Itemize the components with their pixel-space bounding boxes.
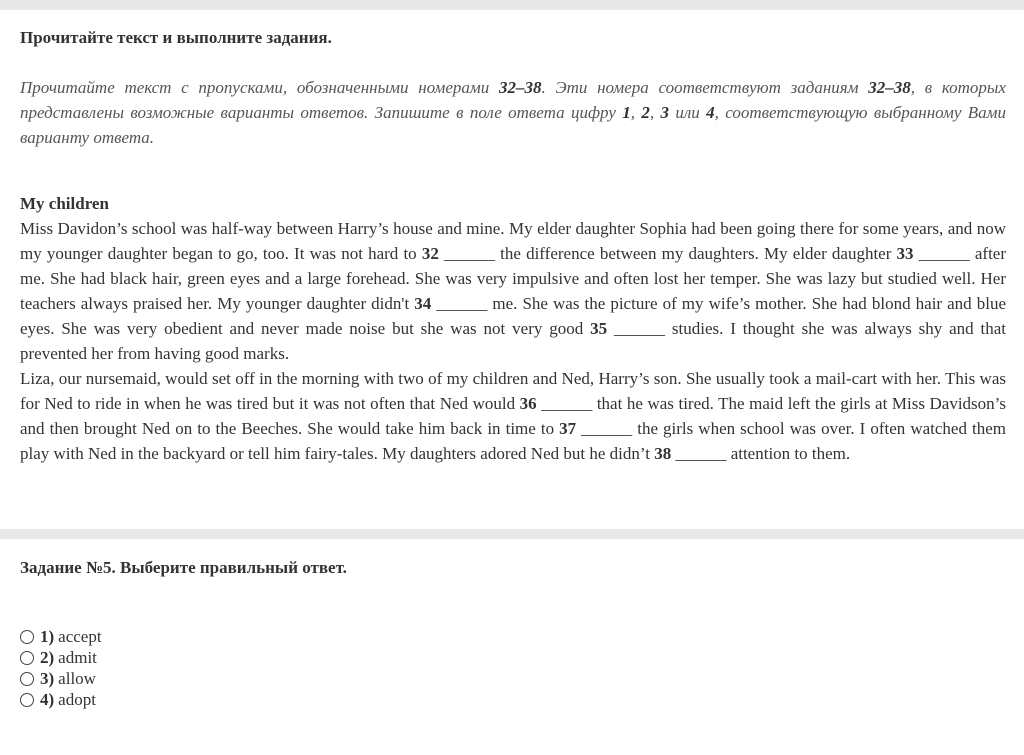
gap-blank: ______: [675, 444, 727, 463]
answer-option-4[interactable]: [20, 689, 102, 710]
option-label: allow: [58, 668, 96, 688]
gap-number-38: 38: [654, 444, 672, 463]
gap-number-32: 32: [421, 244, 439, 263]
reading-task: [20, 28, 1006, 466]
gap-number-37: 37: [559, 419, 577, 438]
option-number: 1): [40, 626, 55, 646]
option-number: 4): [40, 689, 55, 709]
top-divider: [0, 0, 1024, 10]
option-number: 2): [40, 647, 55, 667]
gap-number-34: 34: [414, 294, 432, 313]
answer-digit: 1: [622, 103, 631, 122]
gap-blank: ______: [581, 419, 633, 438]
gap-blank: ______: [918, 244, 970, 263]
section-divider: [0, 529, 1024, 539]
range-number: 32–38: [498, 78, 542, 97]
answer-option-1[interactable]: [20, 626, 102, 647]
gap-blank: ______: [444, 244, 495, 263]
answer-options: [20, 626, 102, 710]
text-title: My children: [20, 194, 109, 213]
radio-button[interactable]: [20, 672, 34, 686]
radio-button[interactable]: [20, 630, 34, 644]
question-block: [20, 558, 1006, 578]
answer-digit: 2: [641, 103, 650, 122]
answer-digit: 4: [706, 103, 715, 122]
option-label: admit: [58, 647, 97, 667]
question-heading: Задание №5. Выберите правильный ответ.: [20, 558, 347, 577]
gap-blank: ______: [436, 294, 488, 313]
radio-button[interactable]: [20, 693, 34, 707]
answer-option-3[interactable]: [20, 668, 102, 689]
gap-blank: ______: [541, 394, 593, 413]
gap-number-33: 33: [896, 244, 914, 263]
radio-button[interactable]: [20, 651, 34, 665]
gap-blank: ______: [614, 319, 666, 338]
option-number: 3): [40, 668, 55, 688]
answer-digit: 3: [660, 103, 669, 122]
option-label: adopt: [58, 689, 96, 709]
task-heading: Прочитайте текст и выполните задания.: [20, 28, 332, 47]
gap-number-36: 36: [519, 394, 537, 413]
instruction-text: Прочитайте текст с пропусками, обозначенными номерами 32–38. Эти номера соответствуют заданиям 32–38, в которых представлены возможные варианты ответов. Запишите в поле ответа цифру 1, 2, 3 или 4, соответствующую выбранному Вами варианту ответа.: [20, 78, 1007, 147]
range-number: 32–38: [868, 78, 911, 97]
text-paragraph-1: Miss Davidon’s school was half-way between Harry’s house and mine. My elder daughter Sophia had been going there for some years, and now my younger daughter began to go, too. It was not hard to 32 ______ the difference between my daughters. My elder daughter 33 ______ after me. She had black hair, green eyes and a large forehead. She was very impulsive and often lost her temper. She was lazy but studied well. Her teachers always praised her. My younger daughter didn't 34 ______ me. She was the picture of my wife’s mother. She had blond hair and blue eyes. She was very obedient and never made noise but she was not very good 35 ______ studies. I thought she was always shy and that prevented her from having good marks.: [20, 219, 1007, 363]
text-paragraph-2: Liza, our nursemaid, would set off in the morning with two of my children and Ned, Harry’s son. She usually took a mail-cart with her. This was for Ned to ride in when he was tired but it was not often that Ned would 36 ______ that he was tired. The maid left the girls at Miss Davidson’s and then brought Ned on to the Beeches. She would take him back in time to 37 ______ the girls when school was over. I often watched them play with Ned in the backyard or tell him fairy-tales. My daughters adored Ned but he didn’t 38 ______ attention to them.: [20, 369, 1007, 463]
gap-number-35: 35: [590, 319, 608, 338]
answer-option-2[interactable]: [20, 647, 102, 668]
option-label: accept: [58, 626, 102, 646]
